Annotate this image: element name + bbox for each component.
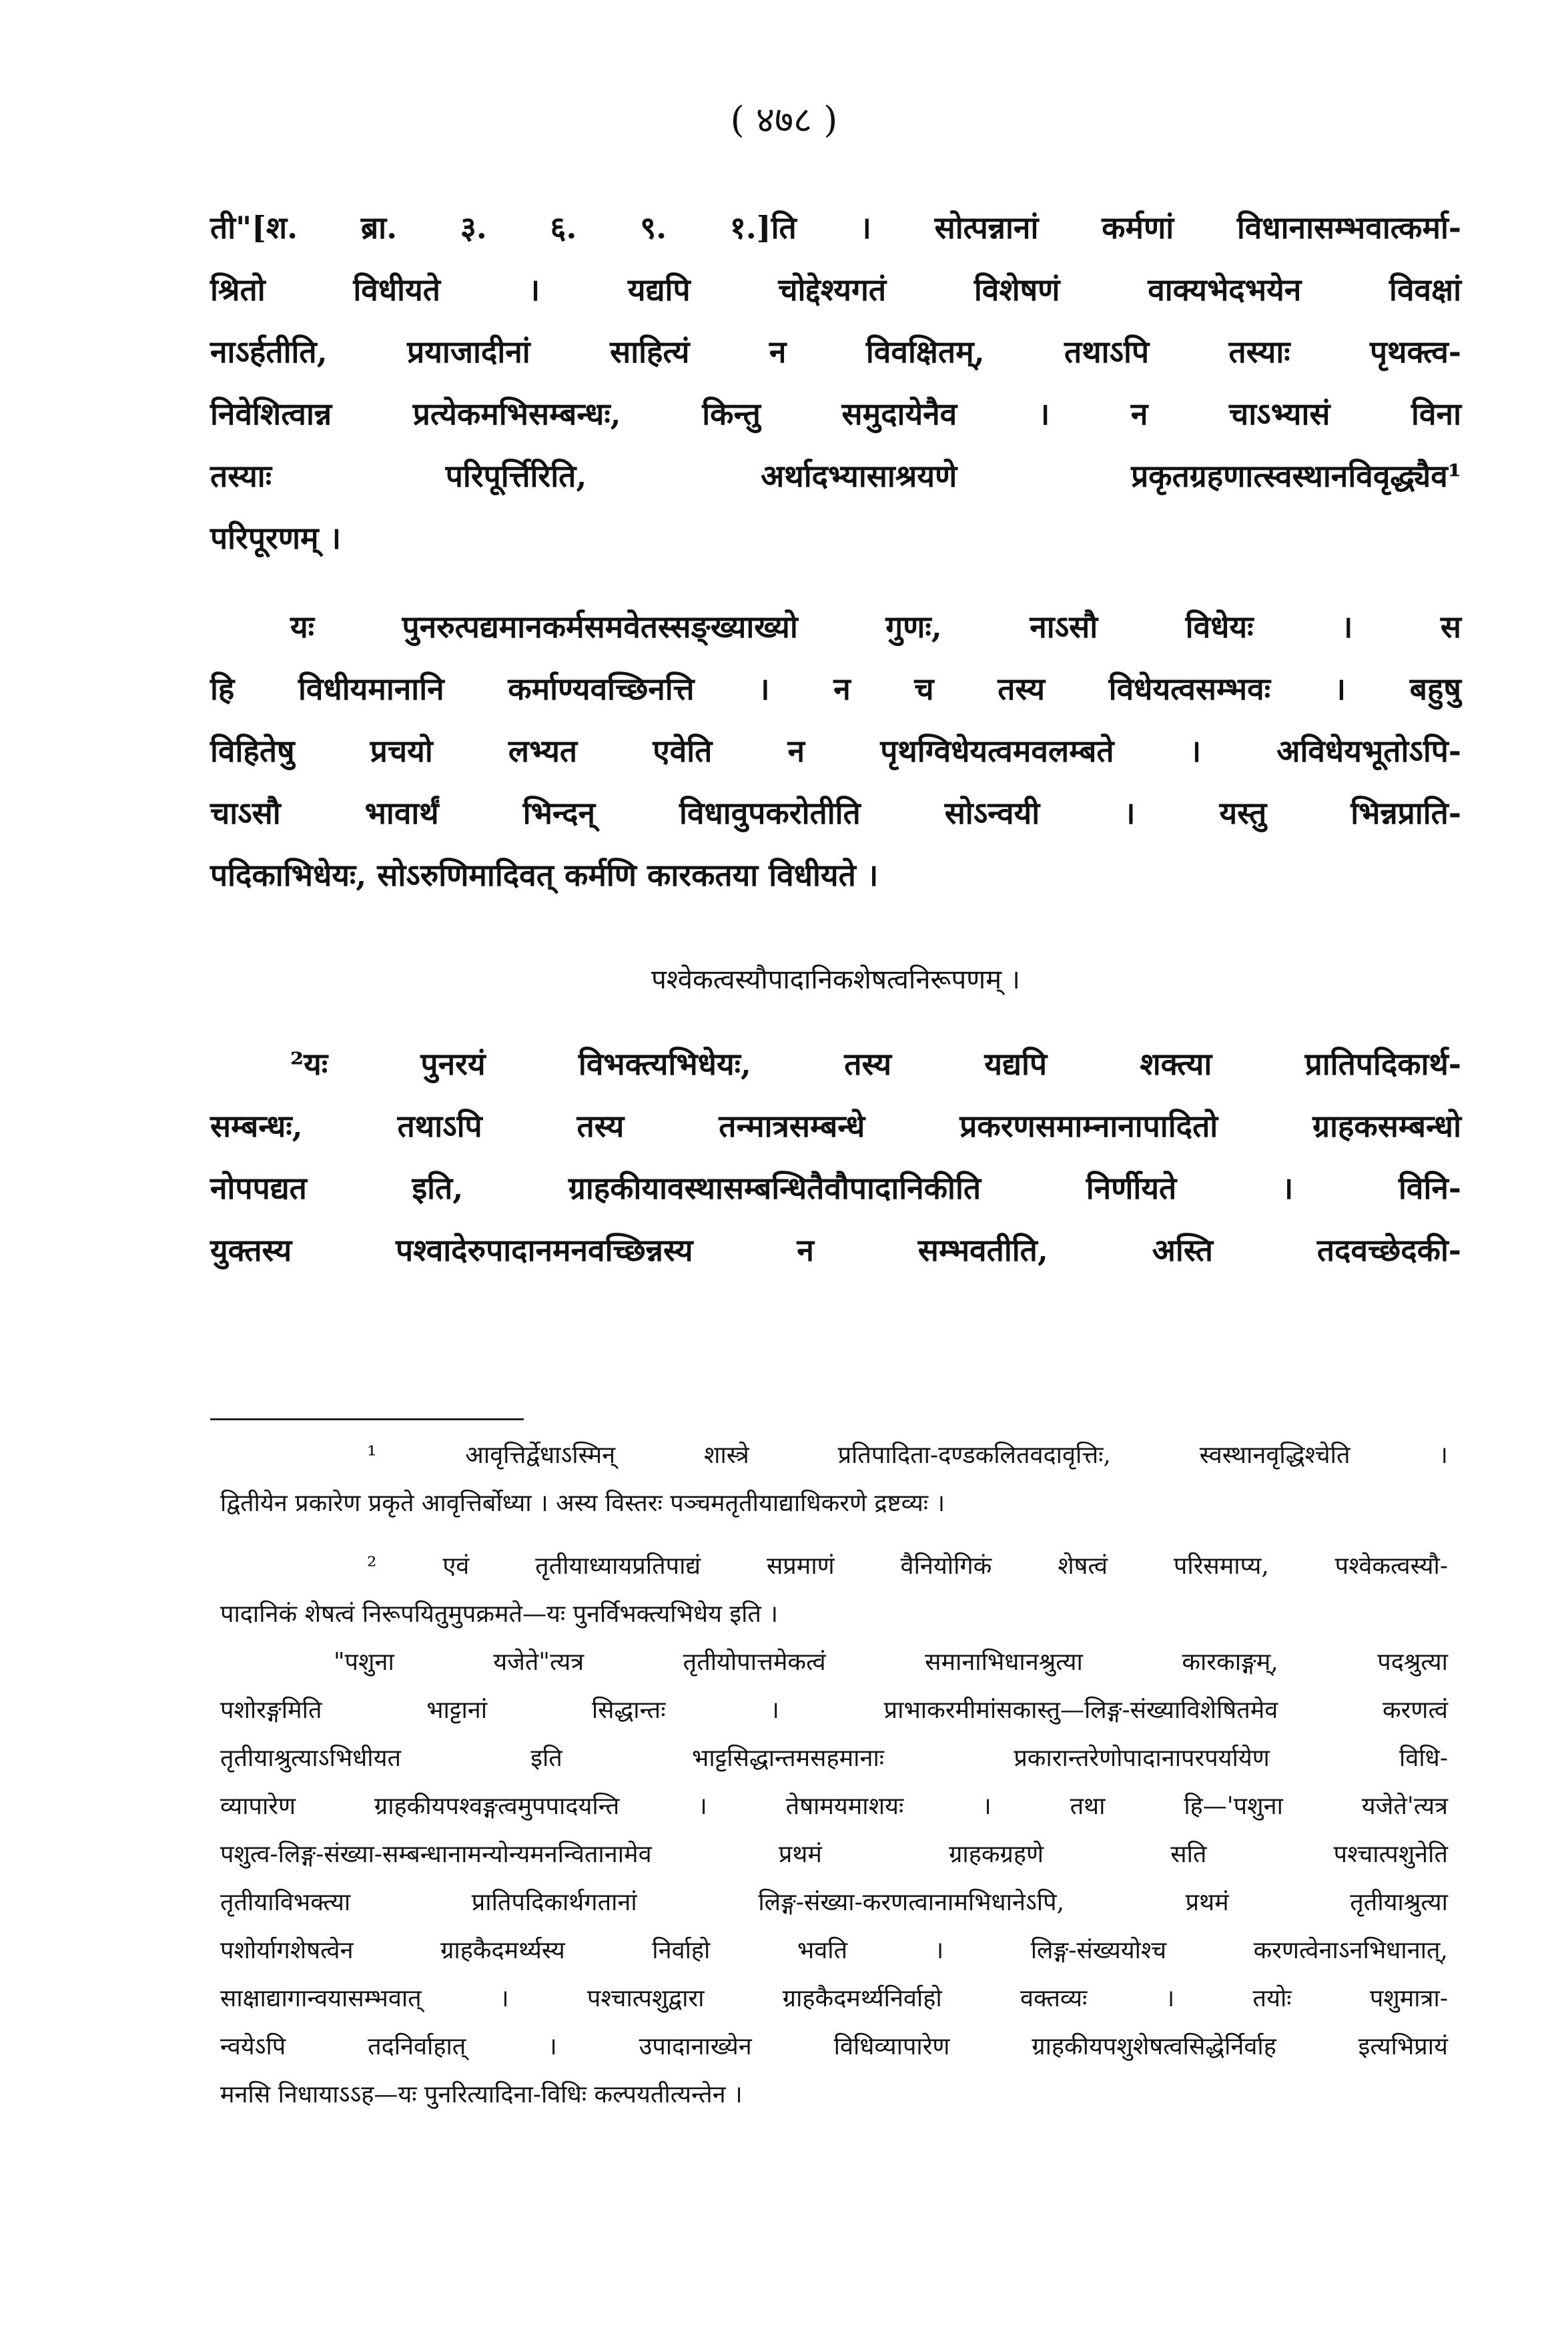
text-line: ²यः पुनरयं विभक्त्यभिधेयः, तस्य यद्यपि शक्त्या प्रातिपदिकार्थ- xyxy=(290,1046,1461,1082)
footnote-line: पशुत्व-लिङ्ग-संख्या-सम्बन्धानामन्योन्यमनन्वितानामेव प्रथमं ग्राहकग्रहणे सति पश्चात्पशुनेति xyxy=(220,1841,1448,1868)
text-line: परिपूरणम् । xyxy=(210,520,342,556)
footnote-divider xyxy=(210,1418,524,1420)
paragraph-1 xyxy=(210,197,1461,569)
footnote-line: पशोर्यागशेषत्वेन ग्राहकैदमर्थ्यस्य निर्वाहो भवति । लिङ्ग-संख्ययोश्च करणत्वेनाऽनभिधानात्, xyxy=(220,1937,1448,1964)
footnote-3 xyxy=(220,1639,1448,2119)
paragraph-2 xyxy=(210,596,1461,906)
footnote-line: न्वयेऽपि तदनिर्वाहात् । उपादानाख्येन विधिव्यापारेण ग्राहकीयपशुशेषत्वसिद्धेर्निर्वाह इत्यभिप्रायं xyxy=(220,2033,1448,2060)
footnote-line: व्यापारेण ग्राहकीयपश्वङ्गत्वमुपपादयन्ति । तेषामयमाशयः । तथा हि—'पशुना यजेते'त्यत्र xyxy=(220,1793,1448,1820)
section-heading: पश्वेकत्वस्यौपादानिकशेषत्वनिरूपणम् । xyxy=(651,964,1020,995)
footnote-line: तृतीयाश्रुत्याऽभिधीयत इति भाट्टसिद्धान्तमसहमानाः प्रकारान्तरेणोपादानापरपर्यायेण विधि- xyxy=(220,1745,1448,1772)
paragraph-3 xyxy=(210,1033,1461,1281)
text-line: नोपपद्यत इति, ग्राहकीयावस्थासम्बन्धितैवौपादानिकीति निर्णीयते । विनि- xyxy=(210,1170,1461,1206)
text-line: युक्तस्य पश्वादेरुपादानमनवच्छिन्नस्य न सम्भवतीति, अस्ति तदवच्छेदकी- xyxy=(210,1232,1461,1268)
text-line: निवेशित्वान्न प्रत्येकमभिसम्बन्धः, किन्तु समुदायेनैव । न चाऽभ्यासं विना xyxy=(210,396,1461,432)
footnote-2 xyxy=(220,1542,1448,1639)
text-line: यः पुनरुत्पद्यमानकर्मसमवेतस्सङ्ख्याख्यो गुणः, नाऽसौ विधेयः । स xyxy=(290,609,1461,645)
main-text xyxy=(210,197,1461,1281)
footnote-line: साक्षाद्यागान्वयासम्भवात् । पश्चात्पशुद्वारा ग्राहकैदमर्थ्यनिर्वाहो वक्तव्यः । तयोः पशुमात्रा- xyxy=(220,1985,1448,2012)
page-number: ( ४७८ ) xyxy=(730,99,838,141)
text-line: चाऽसौ भावार्थं भिन्दन् विधावुपकरोतीति सोऽन्वयी । यस्तु भिन्नप्राति- xyxy=(210,795,1461,831)
text-line: सम्बन्धः, तथाऽपि तस्य तन्मात्रसम्बन्धे प्रकरणसमाम्नानापादितो ग्राहकसम्बन्धो xyxy=(210,1108,1461,1144)
footnote-line: पादानिकं शेषत्वं निरूपयितुमुपक्रमते—यः पुनर्विभक्त्यभिधेय इति । xyxy=(220,1600,779,1628)
text-line: विहितेषु प्रचयो लभ्यत एवेति न पृथग्विधेयत्वमवलम्बते । अविधेयभूतोऽपि- xyxy=(210,733,1461,769)
footnote-line: द्वितीयेन प्रकारेण प्रकृते आवृत्तिर्बोध्या । अस्य विस्तरः पञ्चमतृतीयाद्याधिकरणे द्रष्टव्यः । xyxy=(220,1490,945,1517)
text-line: पदिकाभिधेयः, सोऽरुणिमादिवत् कर्मणि कारकतया विधीयते । xyxy=(210,857,879,893)
footnote-1 xyxy=(220,1432,1448,1528)
footnote-line: ¹ आवृत्तिर्द्वेधाऽस्मिन् शास्त्रे प्रतिपादिता-दण्डकलितवदावृत्तिः, स्वस्थानवृद्धिश्चेति । xyxy=(367,1442,1448,1469)
footnote-line: ² एवं तृतीयाध्यायप्रतिपाद्यं सप्रमाणं वैनियोगिकं शेषत्वं परिसमाप्य, पश्वेकत्वस्यौ- xyxy=(367,1552,1448,1580)
footnote-line: तृतीयाविभक्त्या प्रातिपदिकार्थगतानां लिङ्ग-संख्या-करणत्वानामभिधानेऽपि, प्रथमं तृतीयाश्रुत्या xyxy=(220,1889,1448,1916)
text-line: हि विधीयमानानि कर्माण्यवच्छिनत्ति । न च तस्य विधेयत्वसम्भवः । बहुषु xyxy=(210,671,1461,707)
footnote-line: पशोरङ्गमिति भाट्टानां सिद्धान्तः । प्राभाकरमीमांसकास्तु—लिङ्ग-संख्याविशेषितमेव करणत्वं xyxy=(220,1697,1448,1724)
footnotes xyxy=(220,1432,1448,2119)
footnote-line: मनसि निधायाऽऽह—यः पुनरित्यादिना-विधिः कल्पयतीत्यन्तेन । xyxy=(220,2081,743,2108)
text-line: नाऽर्हतीति, प्रयाजादीनां साहित्यं न विवक्षितम्, तथाऽपि तस्याः पृथक्त्व- xyxy=(210,334,1461,370)
footnote-line: "पशुना यजेते"त्यत्र तृतीयोपात्तमेकत्वं समानाभिधानश्रुत्या कारकाङ्गम्, पदश्रुत्या xyxy=(334,1649,1448,1676)
text-line: तस्याः परिपूर्त्तिरिति, अर्थादभ्यासाश्रयणे प्रकृतग्रहणात्स्वस्थानविवृद्ध्यैव¹ xyxy=(210,458,1461,494)
text-line: श्रितो विधीयते । यद्यपि चोद्देश्यगतं विशेषणं वाक्यभेदभयेन विवक्षां xyxy=(210,272,1461,308)
text-line: ती"[श. ब्रा. ३. ६. ९. १.]ति । सोत्पन्नानां कर्मणां विधानासम्भवात्कर्मा- xyxy=(210,210,1461,246)
